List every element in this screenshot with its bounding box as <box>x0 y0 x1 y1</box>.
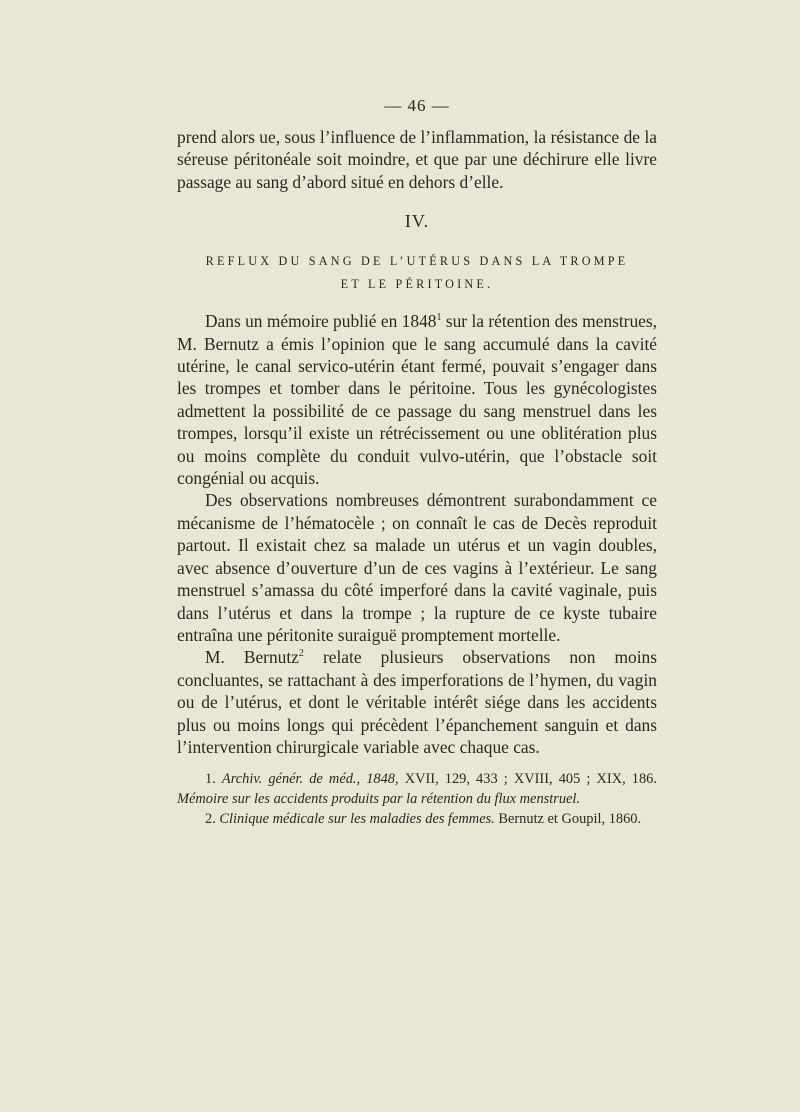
text-block <box>177 96 657 829</box>
footnotes <box>177 770 657 829</box>
footnote-2-number: 2. <box>205 810 216 827</box>
paragraph-2: Des observations nombreuses démontrent surabondamment ce mécanisme de l’hématocèle ; on connaît le cas de Decès reproduit partout. Il existait chez sa malade un utérus et un vagin doubles, avec absence d’ouverture d’un de ces vagins à l’extérieur. Le sang menstruel s’amassa du côté imperforé dans la cavité vaginale, puis dans l’utérus et dans la trompe ; la rupture de ce kyste tubaire entraîna une péritonite suraiguë promptement mortelle. <box>177 490 657 645</box>
footnote-1 <box>177 770 657 809</box>
paragraph-1 <box>177 310 657 489</box>
footnote-2-title: Clinique médicale sur les maladies des femmes. <box>219 810 495 827</box>
footnote-ref-1: 1 <box>436 312 442 324</box>
footnote-ref-2: 2 <box>298 648 304 660</box>
paragraph-3 <box>177 646 657 758</box>
section-number: IV. <box>404 211 430 232</box>
section-title-line-1: REFLUX DU SANG DE L’UTÉRUS DANS LA TROMPE <box>205 254 629 269</box>
paragraph-1-rest: sur la rétention des menstrues, M. Bernutz a émis l’opinion que le sang accumulé dans la cavité utérine, le canal servico-utérin étant fermé, pouvait s’engager dans les trompes et tomber dans le péritoine. Tous les gynécologistes admettent la possibilité de ce passage du sang menstruel dans les trompes, lorsqu’il existe un rétrécissement ou une oblitération plus ou moins complète du conduit vulvo-utérin, que l’obstacle soit congénial ou acquis. <box>177 311 657 489</box>
section-title-line-2: ET LE PÉRITOINE. <box>340 277 494 292</box>
page-number: — 46 — <box>384 96 450 115</box>
footnote-1-journal: Archiv. génér. de méd., 1848, <box>221 771 399 788</box>
intro-paragraph: prend alors ue, sous l’influence de l’inflammation, la résistance de la séreuse péritonéale soit moindre, et que par une déchirure elle livre passage au sang d’abord situé en dehors d’elle. <box>177 127 657 192</box>
footnote-1-refs: XVII, 129, 433 ; XVIII, 405 ; XIX, 186. <box>398 771 657 788</box>
section-title <box>177 250 657 296</box>
footnote-1-title: Mémoire sur les accidents produits par la rétention du flux menstruel. <box>177 790 581 807</box>
footnote-2 <box>177 810 657 830</box>
paragraph-3-rest: relate plusieurs observations non moins concluantes, se rattachant à des imperforations de l’hymen, du vagin ou de l’utérus, et dont le véritable intérêt siége dans les accidents plus ou moins longs qui précèdent l’épanchement sanguin et dans l’intervention chirurgicale variable avec chaque cas. <box>177 647 657 757</box>
paragraph-1-start: Dans un mémoire publié en 1848 <box>205 311 437 332</box>
paragraph-3-start: M. Bernutz <box>205 647 299 668</box>
footnote-2-rest: Bernutz et Goupil, 1860. <box>494 810 642 827</box>
footnote-1-number: 1. <box>205 771 216 788</box>
